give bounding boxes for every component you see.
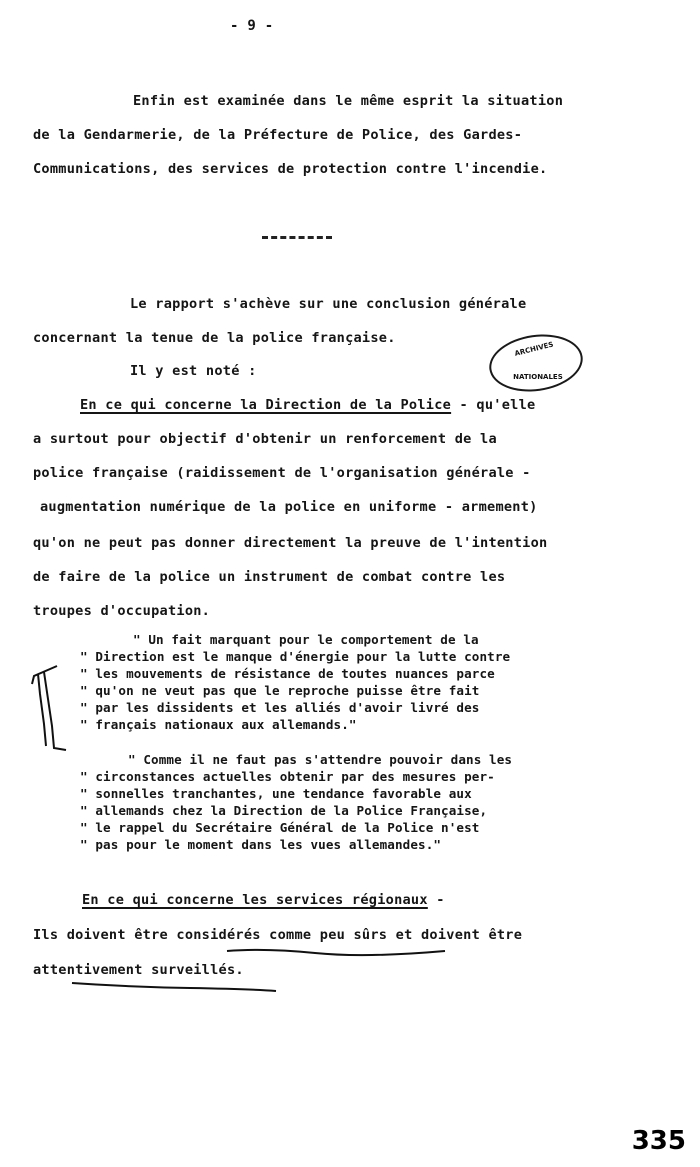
section-heading-direction-police: En ce qui concerne la Direction de la Police (80, 397, 452, 413)
note-intro: Il y est noté : (130, 363, 257, 379)
section-heading-tail: - (427, 892, 445, 908)
body-line: augmentation numérique de la police en uniforme - armement) (40, 499, 538, 515)
handwritten-underline (70, 979, 280, 993)
body-line: attentivement surveillés. (33, 962, 244, 978)
quote-line: " par les dissidents et les alliés d'avoir livré des (80, 700, 480, 715)
quote-line: " Comme il ne faut pas s'attendre pouvoir dans les (128, 752, 513, 767)
margin-bracket-annotation (28, 664, 68, 754)
quote-line: " les mouvements de résistance de toutes nuances parce (80, 666, 495, 681)
quote-line: " le rappel du Secrétaire Général de la Police n'est (80, 820, 480, 835)
body-line: de faire de la police un instrument de combat contre les (33, 569, 506, 585)
stamp-text-top: ARCHIVES (513, 340, 555, 358)
section-heading-line (80, 397, 535, 413)
quote-line: " Un fait marquant pour le comportement de la (133, 632, 479, 647)
page-marker: - 9 - (230, 18, 274, 34)
body-line: qu'on ne peut pas donner directement la preuve de l'intention (33, 535, 548, 551)
quote-line: " qu'on ne veut pas que le reproche puisse être fait (80, 683, 480, 698)
body-line: Ils doivent être considérés comme peu sûrs et doivent être (33, 927, 523, 943)
quote-line: " circonstances actuelles obtenir par des mesures per- (80, 769, 495, 784)
section-heading-tail: - qu'elle (451, 397, 536, 413)
archive-stamp (486, 329, 587, 398)
paragraph-line: concernant la tenue de la police française. (33, 330, 396, 346)
folio-number: 335 (631, 1126, 686, 1156)
quote-line: " pas pour le moment dans les vues allemandes." (80, 837, 442, 852)
paragraph-line: de la Gendarmerie, de la Préfecture de Police, des Gardes- (33, 127, 523, 143)
body-line: troupes d'occupation. (33, 603, 211, 619)
stamp-text-bottom: NATIONALES (513, 372, 563, 381)
quote-line: " Direction est le manque d'énergie pour la lutte contre (80, 649, 511, 664)
section-heading-services-regionaux: En ce qui concerne les services régionaux (82, 892, 428, 908)
body-line: a surtout pour objectif d'obtenir un renforcement de la (33, 431, 497, 447)
section-separator (262, 236, 332, 239)
quote-line: " français nationaux aux allemands." (80, 717, 357, 732)
quote-line: " allemands chez la Direction de la Police Française, (80, 803, 488, 818)
quote-line: " sonnelles tranchantes, une tendance favorable aux (80, 786, 472, 801)
handwritten-underline (225, 945, 455, 957)
paragraph-line: Le rapport s'achève sur une conclusion générale (130, 296, 527, 312)
paragraph-line: Enfin est examinée dans le même esprit la situation (133, 93, 564, 109)
body-line: police française (raidissement de l'organisation générale - (33, 465, 531, 481)
section-heading-line (82, 892, 445, 908)
paragraph-line: Communications, des services de protection contre l'incendie. (33, 161, 548, 177)
